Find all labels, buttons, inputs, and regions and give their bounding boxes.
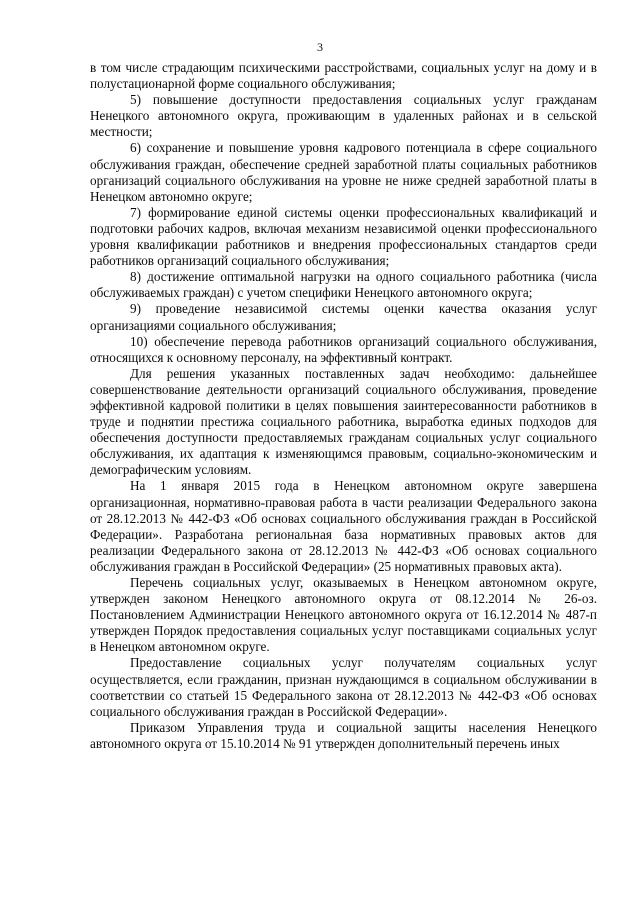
document-body (90, 60, 597, 752)
paragraph-item-6: 6) сохранение и повышение уровня кадрового потенциала в сфере социального обслуживания граждан, обеспечение средней заработной платы социальных работников организаций социального обслуживания на уровне не ниже средней заработной платы в Ненецком автономно округе; (90, 140, 597, 204)
paragraph-item-10: 10) обеспечение перевода работников организаций социального обслуживания, относящихся к основному персоналу, на эффективный контракт. (90, 333, 597, 365)
paragraph-services-list: Перечень социальных услуг, оказываемых в Ненецком автономном округе, утвержден законом Ненецкого автономного округа от 08.12.2014 № 26-оз. Постановлением Администрации Ненецкого автономного округа от 16.12.2014 № 487-п утвержден Порядок предоставления социальных услуг поставщиками социальных услуг в Ненецком автономном округе. (90, 575, 597, 655)
paragraph-tasks-solution: Для решения указанных поставленных задач необходимо: дальнейшее совершенствование деятельности организаций социального обслуживания, проведение эффективной кадровой политики в целях повышения заинтересованности работников в труде и поднятии престижа социального работника, выработка единых подходов для обеспечения доступности предоставляемых гражданам социальных услуг социального обслуживания, их адаптация к изменяющимся правовым, социально-экономическим и демографическим условиям. (90, 365, 597, 478)
paragraph-item-8: 8) достижение оптимальной нагрузки на одного социального работника (числа обслуживаемых граждан) с учетом специфики Ненецкого автономного округа; (90, 269, 597, 301)
paragraph-continuation: в том числе страдающим психическими расстройствами, социальных услуг на дому и в полустационарной форме социального обслуживания; (90, 60, 597, 92)
paragraph-legal-framework: На 1 января 2015 года в Ненецком автономном округе завершена организационная, нормативно-правовая работа в части реализации Федерального закона от 28.12.2013 № 442-ФЗ «Об основах социального обслуживания граждан в Российской Федерации». Разработана региональная база нормативных правовых актов для реализации Федерального закона от 28.12.2013 № 442-ФЗ «Об основах социального обслуживания граждан в Российской Федерации» (25 нормативных правовых акта). (90, 478, 597, 574)
paragraph-order: Приказом Управления труда и социальной защиты населения Ненецкого автономного округа от 15.10.2014 № 91 утвержден дополнительный перечень иных (90, 719, 597, 751)
page-number: 3 (317, 40, 323, 54)
paragraph-item-7: 7) формирование единой системы оценки профессиональных квалификаций и подготовки рабочих кадров, включая механизм независимой оценки профессионального уровня квалификации работников и внедрения профессиональных стандартов среди работников организаций социального обслуживания; (90, 204, 597, 269)
paragraph-item-9: 9) проведение независимой системы оценки качества оказания услуг организациями социального обслуживания; (90, 301, 597, 333)
paragraph-item-5: 5) повышение доступности предоставления социальных услуг гражданам Ненецкого автономного округа, проживающим в удаленных районах и в сельской местности; (90, 92, 597, 140)
paragraph-services-provision: Предоставление социальных услуг получателям социальных услуг осуществляется, если гражданин, признан нуждающимся в социальном обслуживании в соответствии со статьей 15 Федерального закона от 28.12.2013 № 442-ФЗ «Об основах социального обслуживания граждан в Российской Федерации». (90, 655, 597, 719)
